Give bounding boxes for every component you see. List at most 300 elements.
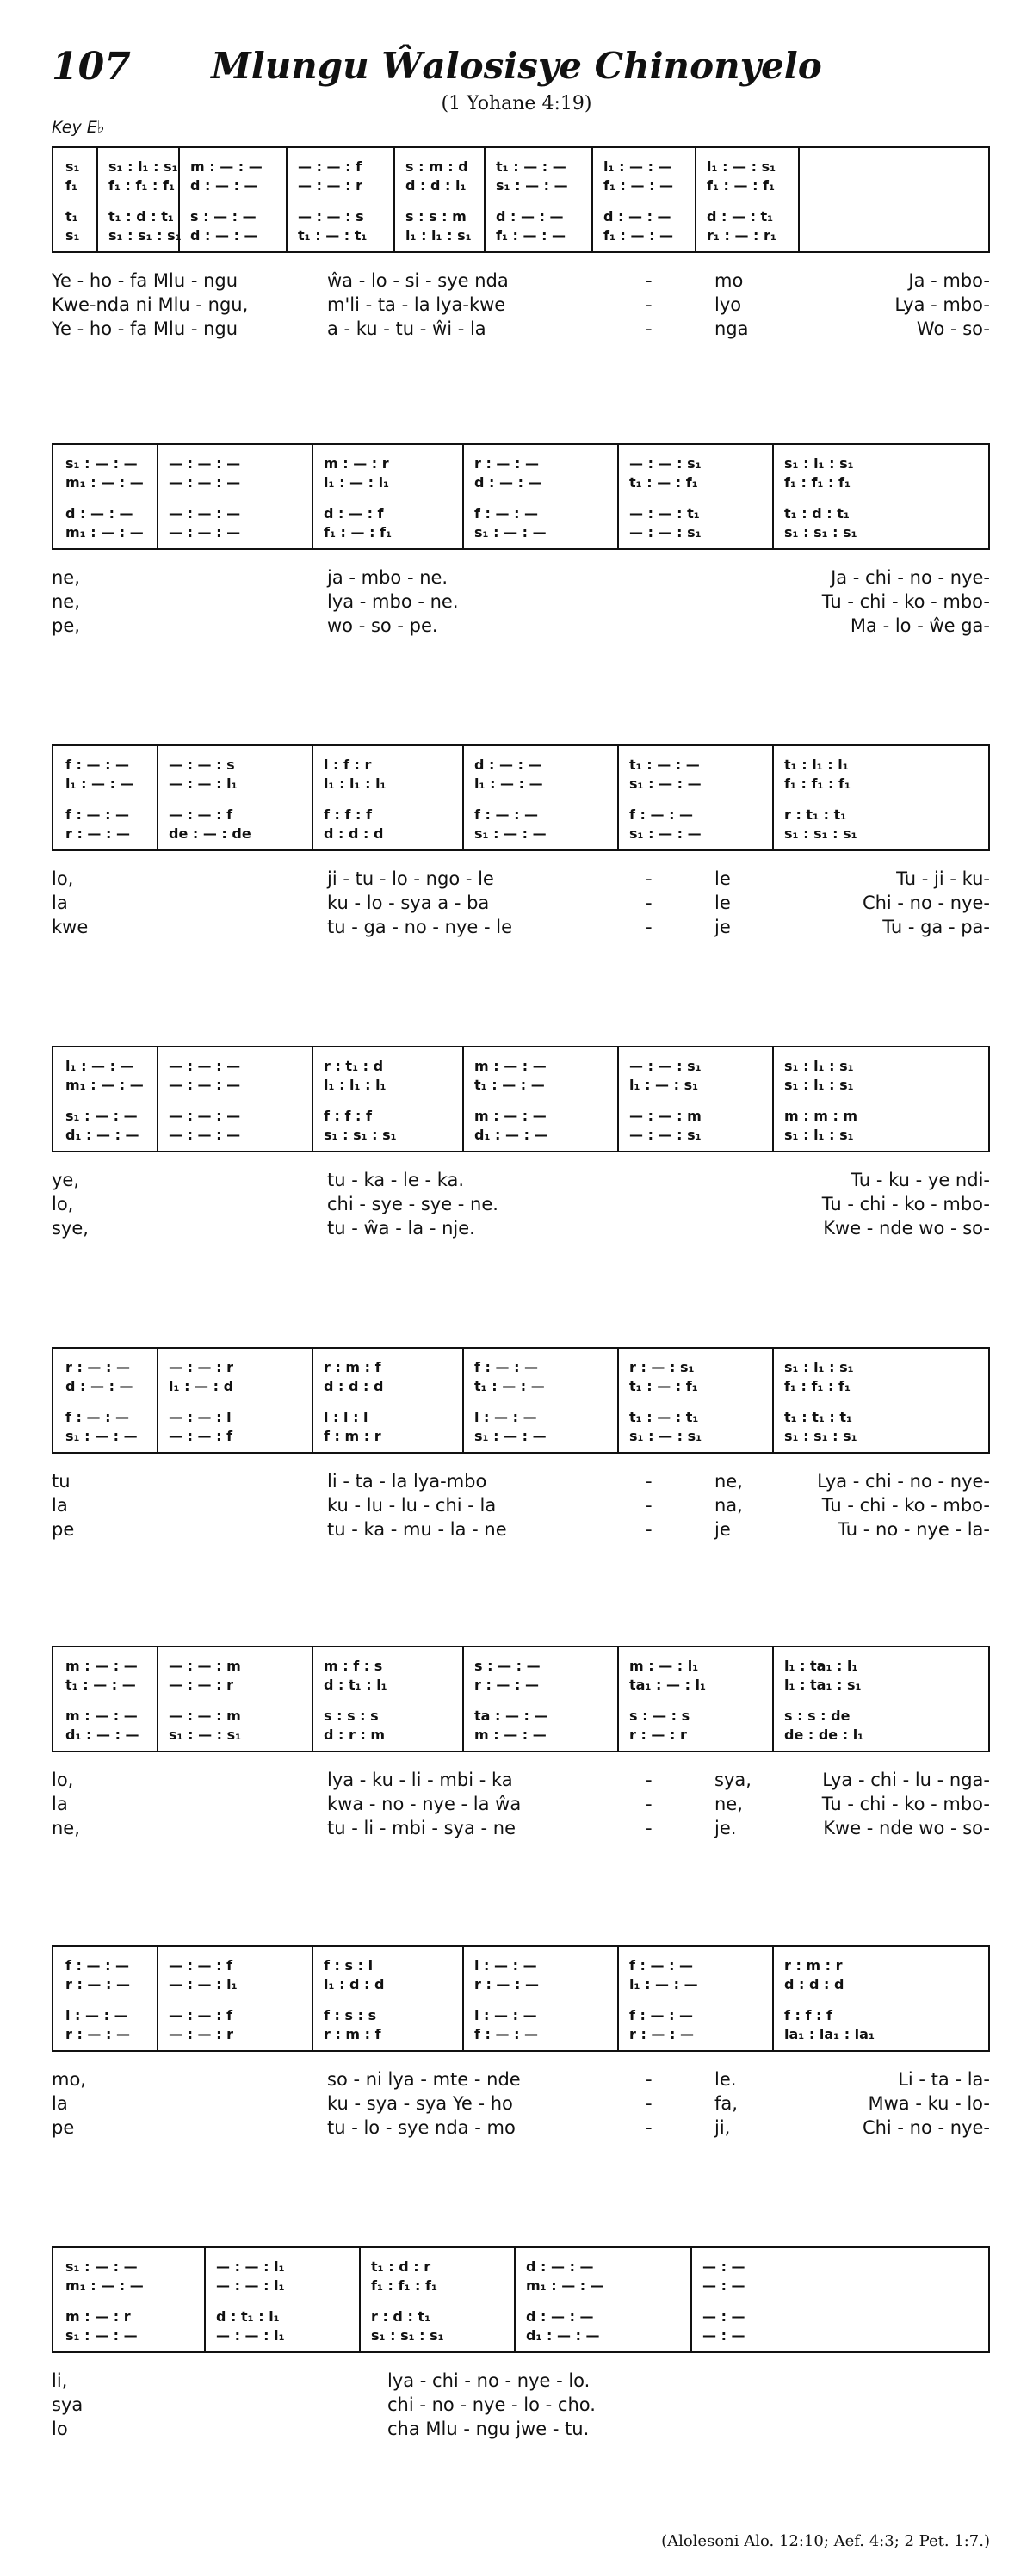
lyric-segment: ne, — [52, 591, 80, 612]
solfa-notes: — : — : s₁ — [629, 455, 702, 472]
solfa-notes: l₁ : ta₁ : s₁ — [784, 1677, 862, 1693]
solfa-notes: s₁ : — : — — [65, 455, 138, 472]
solfa-notes: f₁ : f₁ : f₁ — [371, 2277, 437, 2294]
lyric-segment: ji - tu - lo - ngo - le — [327, 868, 494, 889]
scripture-references: (Alolesoni Alo. 12:10; Aef. 4:3; 2 Pet. 1:7.) — [661, 2532, 990, 2550]
solfa-notes: s₁ — [65, 158, 80, 175]
solfa-notes: de : de : l₁ — [784, 1727, 864, 1743]
solfa-soprano-cell — [603, 157, 690, 177]
solfa-soprano-cell — [108, 157, 178, 177]
solfa-alto-cell — [603, 176, 690, 196]
solfa-notes: — : — : — — [169, 1077, 241, 1093]
solfa-soprano-cell — [629, 1955, 767, 1976]
solfa-soprano-cell — [784, 755, 987, 775]
solfa-tenor-cell — [169, 1407, 306, 1428]
solfa-notes: s₁ : — : — — [496, 177, 568, 194]
solfa-alto-cell — [169, 1675, 306, 1696]
lyric-segment: m'li - ta - la lya-kwe — [327, 294, 506, 315]
solfa-notes: m : — : — — [65, 1708, 138, 1724]
solfa-notes: — : — : s₁ — [629, 524, 702, 541]
solfa-notes: d₁ : — : — — [526, 2327, 600, 2344]
solfa-tenor-cell — [784, 805, 987, 825]
solfa-alto-cell — [108, 176, 173, 196]
lyric-segment: Tu - chi - ko - mbo- — [821, 1794, 990, 1814]
solfa-notes: t₁ : — : t₁ — [298, 227, 368, 244]
solfa-alto-cell — [784, 1974, 987, 1995]
bar-line — [462, 1647, 464, 1751]
bar-line — [157, 746, 158, 849]
lyric-verse-1 — [52, 2369, 990, 2393]
bar-line — [157, 1047, 158, 1151]
solfa-notes: s₁ : — : — — [65, 2327, 138, 2344]
solfa-bass-cell — [169, 1725, 306, 1745]
solfa-alto-cell — [474, 774, 612, 794]
solfa-staff — [52, 443, 990, 550]
solfa-notes: s₁ : s₁ : s₁ — [371, 2327, 444, 2344]
solfa-soprano-cell — [65, 454, 152, 474]
solfa-soprano-cell — [169, 454, 306, 474]
solfa-notes: — : — : s₁ — [629, 1127, 702, 1143]
lyric-segment: - — [646, 1519, 653, 1540]
lyric-segment: Lya - chi - lu - nga- — [822, 1770, 990, 1790]
lyrics-block — [52, 565, 990, 638]
lyric-segment: cha Mlu - ngu jwe - tu. — [387, 2418, 590, 2439]
solfa-bass-cell — [629, 522, 767, 543]
solfa-notes: r : — : — — [474, 455, 539, 472]
solfa-alto-cell — [784, 1675, 987, 1696]
lyric-segment: Wo - so- — [916, 318, 990, 339]
solfa-notes: d : — : — — [65, 505, 133, 522]
solfa-notes: r : m : f — [324, 2026, 381, 2042]
solfa-soprano-cell — [496, 157, 586, 177]
solfa-bass-cell — [169, 824, 306, 844]
solfa-notes: — : — : m — [629, 1108, 702, 1124]
solfa-notes: f₁ : — : — — [603, 227, 674, 244]
solfa-notes: r : t₁ : d — [324, 1058, 384, 1074]
solfa-notes: l : — : — — [474, 2007, 537, 2023]
solfa-notes: s₁ : l₁ : s₁ — [784, 1058, 854, 1074]
solfa-notes: t₁ — [65, 208, 78, 225]
lyric-segment: - — [646, 318, 653, 339]
solfa-alto-cell — [65, 176, 91, 196]
hymn-system — [52, 1347, 990, 1541]
solfa-tenor-cell — [707, 207, 793, 227]
lyric-segment: Mwa - ku - lo- — [868, 2093, 990, 2114]
solfa-notes: d : — : — — [526, 2308, 594, 2325]
hymn-system — [52, 2246, 990, 2441]
solfa-soprano-cell — [190, 157, 281, 177]
solfa-soprano-cell — [784, 1357, 987, 1378]
bar-line — [772, 1947, 774, 2050]
solfa-bass-cell — [65, 824, 152, 844]
lyric-verse-2 — [52, 891, 990, 915]
solfa-notes: m : — : l₁ — [629, 1658, 699, 1674]
lyric-segment: Tu - ga - pa- — [882, 917, 990, 937]
solfa-notes: — : — : — — [169, 474, 241, 491]
solfa-alto-cell — [784, 473, 987, 493]
solfa-notes: s₁ : — : — — [474, 524, 547, 541]
bar-line — [96, 148, 98, 251]
solfa-notes: — : — : — — [169, 455, 241, 472]
lyric-segment: - — [646, 294, 653, 315]
solfa-tenor-cell — [65, 207, 91, 227]
solfa-bass-cell — [169, 522, 306, 543]
lyric-segment: sye, — [52, 1218, 89, 1239]
solfa-notes: d : — : — — [603, 208, 671, 225]
lyric-segment: - — [646, 1495, 653, 1516]
solfa-soprano-cell — [784, 454, 987, 474]
solfa-staff — [52, 2246, 990, 2353]
solfa-bass-cell — [474, 1725, 612, 1745]
solfa-notes: m : f : s — [324, 1658, 383, 1674]
lyric-verse-2 — [52, 293, 990, 317]
lyric-segment: la — [52, 2093, 68, 2114]
solfa-bass-cell — [324, 1125, 457, 1146]
lyric-segment: - — [646, 1794, 653, 1814]
solfa-notes: s : s : de — [784, 1708, 851, 1724]
solfa-notes: r : — : — — [629, 2026, 694, 2042]
solfa-tenor-cell — [784, 503, 987, 524]
lyric-segment: Ma - lo - ŵe ga- — [850, 615, 990, 636]
lyric-segment: li, — [52, 2370, 68, 2391]
solfa-soprano-cell — [65, 1056, 152, 1077]
solfa-notes: r : — : r — [629, 1727, 687, 1743]
solfa-notes: d : — : t₁ — [707, 208, 774, 225]
hymn-system — [52, 443, 990, 638]
solfa-soprano-cell — [629, 454, 767, 474]
solfa-alto-cell — [190, 176, 281, 196]
solfa-notes: s₁ : — : s₁ — [629, 1428, 702, 1444]
lyric-verse-2 — [52, 590, 990, 614]
lyric-segment: na, — [714, 1495, 743, 1516]
solfa-bass-cell — [474, 824, 612, 844]
solfa-notes: s₁ : l₁ : s₁ — [784, 1127, 854, 1143]
lyric-segment: ye, — [52, 1170, 80, 1190]
solfa-notes: l : — : — — [65, 2007, 128, 2023]
solfa-notes: m₁ : — : — — [526, 2277, 604, 2294]
solfa-alto-cell — [629, 774, 767, 794]
lyrics-block — [52, 2067, 990, 2140]
solfa-notes: s₁ : l₁ : s₁ — [108, 158, 178, 175]
solfa-notes: s₁ : — : s₁ — [169, 1727, 242, 1743]
solfa-notes: m : — : — — [474, 1108, 547, 1124]
solfa-soprano-cell — [526, 2257, 685, 2277]
lyric-segment: le — [714, 868, 731, 889]
lyric-segment: sya, — [714, 1770, 752, 1790]
solfa-soprano-cell — [629, 1656, 767, 1677]
lyric-segment: - — [646, 917, 653, 937]
solfa-tenor-cell — [324, 1106, 457, 1127]
lyric-segment: so - ni lya - mte - nde — [327, 2069, 521, 2090]
solfa-notes: f : — : — — [474, 806, 539, 823]
solfa-alto-cell — [474, 473, 612, 493]
lyric-segment: Lya - chi - no - nye- — [817, 1471, 990, 1492]
solfa-notes: — : — — [702, 2327, 745, 2344]
lyric-segment: Ja - mbo- — [908, 270, 990, 291]
solfa-notes: r : — : — — [65, 1359, 130, 1375]
solfa-soprano-cell — [629, 1056, 767, 1077]
solfa-notes: s : s : m — [405, 208, 467, 225]
solfa-soprano-cell — [474, 1656, 612, 1677]
solfa-notes: d : — : — — [190, 227, 258, 244]
lyric-segment: Tu - chi - ko - mbo- — [821, 1495, 990, 1516]
solfa-notes: d : — : — — [474, 757, 542, 773]
solfa-bass-cell — [65, 1725, 152, 1745]
solfa-tenor-cell — [169, 2005, 306, 2026]
solfa-tenor-cell — [108, 207, 173, 227]
lyric-verse-2 — [52, 1493, 990, 1517]
solfa-bass-cell — [526, 2326, 685, 2346]
solfa-tenor-cell — [629, 805, 767, 825]
bar-line — [393, 148, 395, 251]
bar-line — [312, 1647, 313, 1751]
solfa-notes: f : — : — — [65, 806, 130, 823]
solfa-bass-cell — [371, 2326, 509, 2346]
solfa-tenor-cell — [324, 1407, 457, 1428]
solfa-notes: r : — : — — [65, 2026, 130, 2042]
bar-line — [772, 1047, 774, 1151]
solfa-notes: — : — : m — [169, 1708, 241, 1724]
solfa-bass-cell — [629, 1725, 767, 1745]
lyric-segment: ne, — [52, 567, 80, 588]
solfa-notes: t₁ : d : r — [371, 2258, 431, 2275]
solfa-bass-cell — [324, 2024, 457, 2045]
solfa-alto-cell — [324, 1675, 457, 1696]
solfa-notes: t₁ : t₁ : t₁ — [784, 1409, 853, 1425]
solfa-notes: — : — : r — [298, 177, 362, 194]
solfa-alto-cell — [629, 1075, 767, 1096]
solfa-bass-cell — [474, 2024, 612, 2045]
bar-line — [286, 148, 288, 251]
lyric-segment: Lya - mbo- — [894, 294, 990, 315]
solfa-soprano-cell — [169, 1656, 306, 1677]
solfa-staff — [52, 744, 990, 851]
solfa-notes: f : — : — — [474, 505, 539, 522]
solfa-notes: t₁ : — : — — [474, 1077, 545, 1093]
solfa-notes: d : d : l₁ — [405, 177, 467, 194]
solfa-tenor-cell — [169, 805, 306, 825]
lyric-segment: - — [646, 893, 653, 913]
solfa-soprano-cell — [707, 157, 793, 177]
solfa-tenor-cell — [702, 2307, 987, 2327]
solfa-notes: f : — : — — [65, 757, 130, 773]
solfa-soprano-cell — [474, 1357, 612, 1378]
lyric-segment: la — [52, 1495, 68, 1516]
solfa-notes: — : — : f — [169, 1957, 233, 1974]
solfa-notes: s₁ : — : — — [474, 1428, 547, 1444]
solfa-soprano-cell — [169, 1955, 306, 1976]
solfa-notes: l₁ : ta₁ : l₁ — [784, 1658, 858, 1674]
lyric-segment: ku - sya - sya Ye - ho — [327, 2093, 513, 2114]
solfa-notes: f₁ : f₁ : f₁ — [784, 1378, 851, 1394]
solfa-notes: s : — : — — [474, 1658, 541, 1674]
solfa-soprano-cell — [216, 2257, 354, 2277]
solfa-notes: m : m : m — [784, 1108, 858, 1124]
solfa-notes: — : — : l — [169, 1409, 232, 1425]
lyric-segment: tu - li - mbi - sya - ne — [327, 1818, 516, 1838]
solfa-bass-cell — [474, 522, 612, 543]
solfa-notes: — : — : l₁ — [169, 1976, 238, 1992]
solfa-tenor-cell — [784, 2005, 987, 2026]
solfa-notes: — : — : l₁ — [216, 2277, 285, 2294]
lyric-segment: lo, — [52, 868, 74, 889]
lyric-segment: lo, — [52, 1770, 74, 1790]
bar-line — [690, 2248, 692, 2351]
solfa-notes: f₁ : — : f₁ — [707, 177, 776, 194]
hymn-system — [52, 744, 990, 939]
solfa-tenor-cell — [474, 2005, 612, 2026]
solfa-alto-cell — [707, 176, 793, 196]
solfa-notes: ta₁ : — : l₁ — [629, 1677, 707, 1693]
lyric-segment: Tu - chi - ko - mbo- — [821, 591, 990, 612]
solfa-alto-cell — [65, 2276, 199, 2296]
solfa-notes: s₁ : s₁ : s₁ — [324, 1127, 397, 1143]
lyrics-block — [52, 867, 990, 939]
bar-line — [695, 148, 696, 251]
solfa-tenor-cell — [65, 1706, 152, 1727]
bar-line — [462, 1047, 464, 1151]
solfa-notes: d₁ : — : — — [65, 1127, 139, 1143]
solfa-notes: l : — : — — [474, 1957, 537, 1974]
solfa-alto-cell — [65, 774, 152, 794]
solfa-bass-cell — [169, 1125, 306, 1146]
solfa-notes: — : — : s₁ — [629, 1058, 702, 1074]
solfa-notes: l₁ : — : d — [169, 1378, 234, 1394]
solfa-alto-cell — [784, 774, 987, 794]
solfa-notes: s₁ : — : — — [474, 825, 547, 842]
key-signature: Key E♭ — [52, 118, 105, 137]
solfa-notes: f : — : — — [474, 2026, 539, 2042]
solfa-notes: s₁ : — : — — [65, 1428, 138, 1444]
hymn-reference: (1 Yohane 4:19) — [441, 93, 592, 114]
solfa-soprano-cell — [784, 1955, 987, 1976]
lyric-segment: Ye - ho - fa Mlu - ngu — [52, 318, 238, 339]
solfa-notes: — : — : s — [169, 757, 235, 773]
solfa-notes: — : — : r — [169, 2026, 233, 2042]
lyric-segment: ku - lu - lu - chi - la — [327, 1495, 497, 1516]
solfa-notes: r : t₁ : t₁ — [784, 806, 847, 823]
lyric-segment: - — [646, 868, 653, 889]
solfa-tenor-cell — [474, 805, 612, 825]
lyric-segment: ji, — [714, 2117, 731, 2138]
solfa-notes: t₁ : — : — — [496, 158, 566, 175]
solfa-notes: l₁ : — : l₁ — [324, 474, 390, 491]
solfa-bass-cell — [65, 522, 152, 543]
hymn-system — [52, 1945, 990, 2140]
solfa-notes: s₁ : s₁ : s₁ — [784, 825, 857, 842]
bar-line — [798, 148, 800, 251]
solfa-soprano-cell — [405, 157, 479, 177]
lyric-verse-3 — [52, 317, 990, 341]
solfa-bass-cell — [298, 225, 388, 246]
solfa-notes: s₁ : s₁ : s₁ — [784, 1428, 857, 1444]
solfa-tenor-cell — [784, 1706, 987, 1727]
lyric-segment: tu — [52, 1471, 71, 1492]
lyric-segment: pe — [52, 2117, 75, 2138]
solfa-notes: t₁ : — : — — [65, 1677, 136, 1693]
solfa-tenor-cell — [169, 1706, 306, 1727]
solfa-tenor-cell — [298, 207, 388, 227]
solfa-notes: — : — : f — [169, 806, 233, 823]
solfa-notes: s : — : — — [190, 208, 257, 225]
lyric-segment: ne, — [714, 1794, 743, 1814]
solfa-alto-cell — [526, 2276, 685, 2296]
lyric-segment: - — [646, 2069, 653, 2090]
solfa-notes: f₁ : f₁ : f₁ — [784, 775, 851, 792]
solfa-notes: m₁ : — : — — [65, 474, 144, 491]
solfa-bass-cell — [603, 225, 690, 246]
solfa-alto-cell — [474, 1974, 612, 1995]
lyric-segment: tu - ga - no - nye - le — [327, 917, 513, 937]
lyric-segment: je — [714, 1519, 731, 1540]
lyric-segment: lya - ku - li - mbi - ka — [327, 1770, 513, 1790]
solfa-notes: t₁ : — : — — [629, 757, 700, 773]
lyric-verse-3 — [52, 614, 990, 638]
solfa-notes: — : — : l₁ — [216, 2327, 285, 2344]
solfa-notes: d : t₁ : l₁ — [324, 1677, 387, 1693]
bar-line — [312, 1349, 313, 1452]
solfa-notes: r : — : s₁ — [629, 1359, 695, 1375]
solfa-alto-cell — [169, 1376, 306, 1397]
solfa-tenor-cell — [65, 2005, 152, 2026]
solfa-notes: de : — : de — [169, 825, 251, 842]
solfa-notes: f : s : l — [324, 1957, 374, 1974]
solfa-bass-cell — [629, 1125, 767, 1146]
solfa-soprano-cell — [65, 2257, 199, 2277]
lyric-segment: ne, — [52, 1818, 80, 1838]
solfa-alto-cell — [629, 473, 767, 493]
solfa-soprano-cell — [169, 1056, 306, 1077]
solfa-notes: m : — : r — [324, 455, 389, 472]
solfa-tenor-cell — [784, 1407, 987, 1428]
solfa-notes: l₁ : l₁ : l₁ — [324, 775, 387, 792]
solfa-tenor-cell — [474, 1106, 612, 1127]
solfa-notes: f : — : — — [629, 2007, 694, 2023]
solfa-notes: f : — : — — [65, 1957, 130, 1974]
lyric-verse-2 — [52, 2091, 990, 2116]
solfa-bass-cell — [405, 225, 479, 246]
lyric-segment: je — [714, 917, 731, 937]
solfa-soprano-cell — [474, 1955, 612, 1976]
solfa-notes: — : — : m — [169, 1658, 241, 1674]
solfa-alto-cell — [169, 473, 306, 493]
solfa-notes: — : — : — — [169, 1058, 241, 1074]
solfa-notes: s₁ : l₁ : s₁ — [784, 455, 854, 472]
solfa-bass-cell — [784, 824, 987, 844]
lyrics-block — [52, 1168, 990, 1240]
solfa-notes: — : — : l₁ — [216, 2258, 285, 2275]
lyric-segment: Chi - no - nye- — [862, 2117, 990, 2138]
solfa-notes: f₁ : — : f₁ — [324, 524, 393, 541]
solfa-bass-cell — [629, 824, 767, 844]
solfa-soprano-cell — [324, 1656, 457, 1677]
lyric-segment: kwa - no - nye - la ŵa — [327, 1794, 522, 1814]
lyric-verse-3 — [52, 2116, 990, 2140]
lyric-verse-3 — [52, 1816, 990, 1840]
bar-line — [617, 746, 619, 849]
solfa-tenor-cell — [65, 805, 152, 825]
solfa-alto-cell — [65, 1675, 152, 1696]
bar-line — [312, 445, 313, 548]
lyric-segment: - — [646, 1818, 653, 1838]
bar-line — [462, 1349, 464, 1452]
solfa-notes: d : d : d — [324, 825, 384, 842]
solfa-notes: s : m : d — [405, 158, 468, 175]
lyric-verse-3 — [52, 2417, 990, 2441]
lyric-verse-3 — [52, 1517, 990, 1541]
solfa-tenor-cell — [474, 1706, 612, 1727]
solfa-bass-cell — [190, 225, 281, 246]
